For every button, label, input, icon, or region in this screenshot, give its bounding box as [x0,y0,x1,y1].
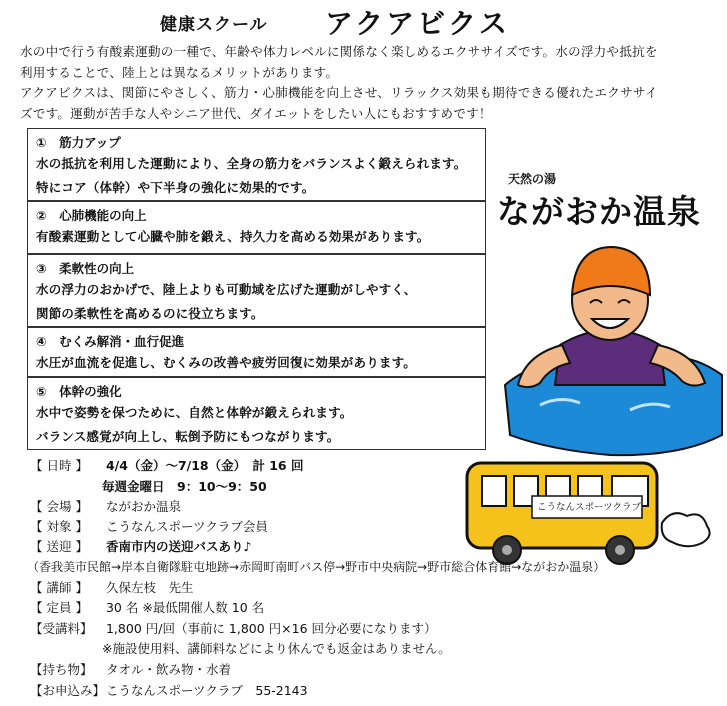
benefit-line: 有酸素運動として心臓や肺を鍛え、持久力を高める効果があります。 [36,229,430,244]
info-teacher-row [30,578,194,598]
info-route: （香我美市民館→岸本自衛隊駐屯地跡→赤岡町南町バス停→野市中央病院→野市総合体育館→ながおか温泉） [27,560,606,574]
benefit-box-3 [27,254,486,327]
info-apply-row [30,681,308,701]
benefit-box-5 [27,377,486,450]
logo-title: ながおか温泉 [497,192,701,231]
benefit-line: 水の抵抗を利用した運動により、全身の筋力をバランスよく鍛えられます。 [36,156,467,171]
info-key: 【 会場 】 [30,499,88,514]
intro-line: 水の中で行う有酸素運動の一種で、年齢や体力レベルに関係なく楽しめるエクササイズです。水の浮力や抵抗を [20,44,658,59]
benefit-title: ⑤ 体幹の強化 [36,384,122,399]
info-target-row [30,517,268,537]
swimmer-illustration [500,235,725,460]
bus-illustration [462,458,717,568]
benefit-line: 特にコア（体幹）や下半身の強化に効果的です。 [36,180,315,195]
info-value: 30 名 ※最低開催人数 10 名 [105,600,265,615]
info-value: 香南市内の送迎バスあり♪ [105,539,252,554]
info-venue-row [30,497,181,517]
benefit-line: バランス感覚が向上し、転倒予防にもつながります。 [36,429,340,444]
info-key: 【持ち物】 [30,662,93,677]
benefit-box-2 [27,201,486,254]
info-time: 毎週金曜日 9：10～9：50 [102,479,267,494]
info-fee-row [30,619,437,639]
info-key: 【 日時 】 [30,458,88,473]
benefit-line: 水圧が血流を促進し、むくみの改善や疲労回復に効果があります。 [36,355,417,370]
benefit-title: ① 筋力アップ [36,135,121,150]
benefit-line: 水中で姿勢を保つために、自然と体幹が鍛えられます。 [36,405,353,420]
benefit-box-4 [27,327,486,377]
info-key: 【受講料】 [30,621,93,636]
info-value: タオル・飲み物・水着 [105,662,231,677]
benefit-line: 水の浮力のおかげで、陸上よりも可動域を広げた運動がしやすく、 [36,282,417,297]
benefit-title: ③ 柔軟性の向上 [36,261,135,276]
info-date-row [30,456,303,476]
info-key: 【お申込み】 [30,683,106,698]
info-pickup-row [30,537,251,557]
info-value: 1,800 円/回（事前に 1,800 円×16 回分必要になります） [105,621,437,636]
intro-line: ズです。運動が苦手な人やシニア世代、ダイエットをしたい人にもおすすめです！ [20,105,492,121]
intro-text [20,42,710,124]
info-value: 4/4（金）～7/18（金） 計 16 回 [105,458,304,473]
logo-subtitle: 天然の湯 [508,172,557,186]
info-fee-note: ※施設使用料、講師料などにより休んでも返金はありません。 [102,641,451,656]
info-value: ながおか温泉 [105,499,181,514]
info-capacity-row [30,598,264,618]
info-key: 【 定員 】 [30,600,88,615]
bus-label: こうなんスポーツクラブ [536,502,642,513]
benefit-line: 関節の柔軟性を高めるのに役立ちます。 [36,306,264,321]
info-bring-row [30,660,231,680]
info-value: 久保左枝 先生 [105,580,194,595]
intro-line: 利用することで、陸上とは異なるメリットがあります。 [20,64,339,80]
page-title: アクアビクス [325,7,510,40]
benefit-box-1 [27,128,486,201]
benefit-title: ② 心肺機能の向上 [36,208,147,223]
benefit-title: ④ むくみ解消・血行促進 [36,334,185,349]
info-key: 【 送迎 】 [30,539,88,554]
page-subtitle: 健康スクール [160,15,268,35]
intro-line: アクアビクスは、関節にやさしく、筋力・心肺機能を向上させ、リラックス効果も期待できる優れたエクササイ [20,85,658,100]
info-value: こうなんスポーツクラブ会員 [105,519,268,534]
info-value: こうなんスポーツクラブ 55-2143 [105,683,308,698]
info-key: 【 対象 】 [30,519,88,534]
info-key: 【 講師 】 [30,580,88,595]
